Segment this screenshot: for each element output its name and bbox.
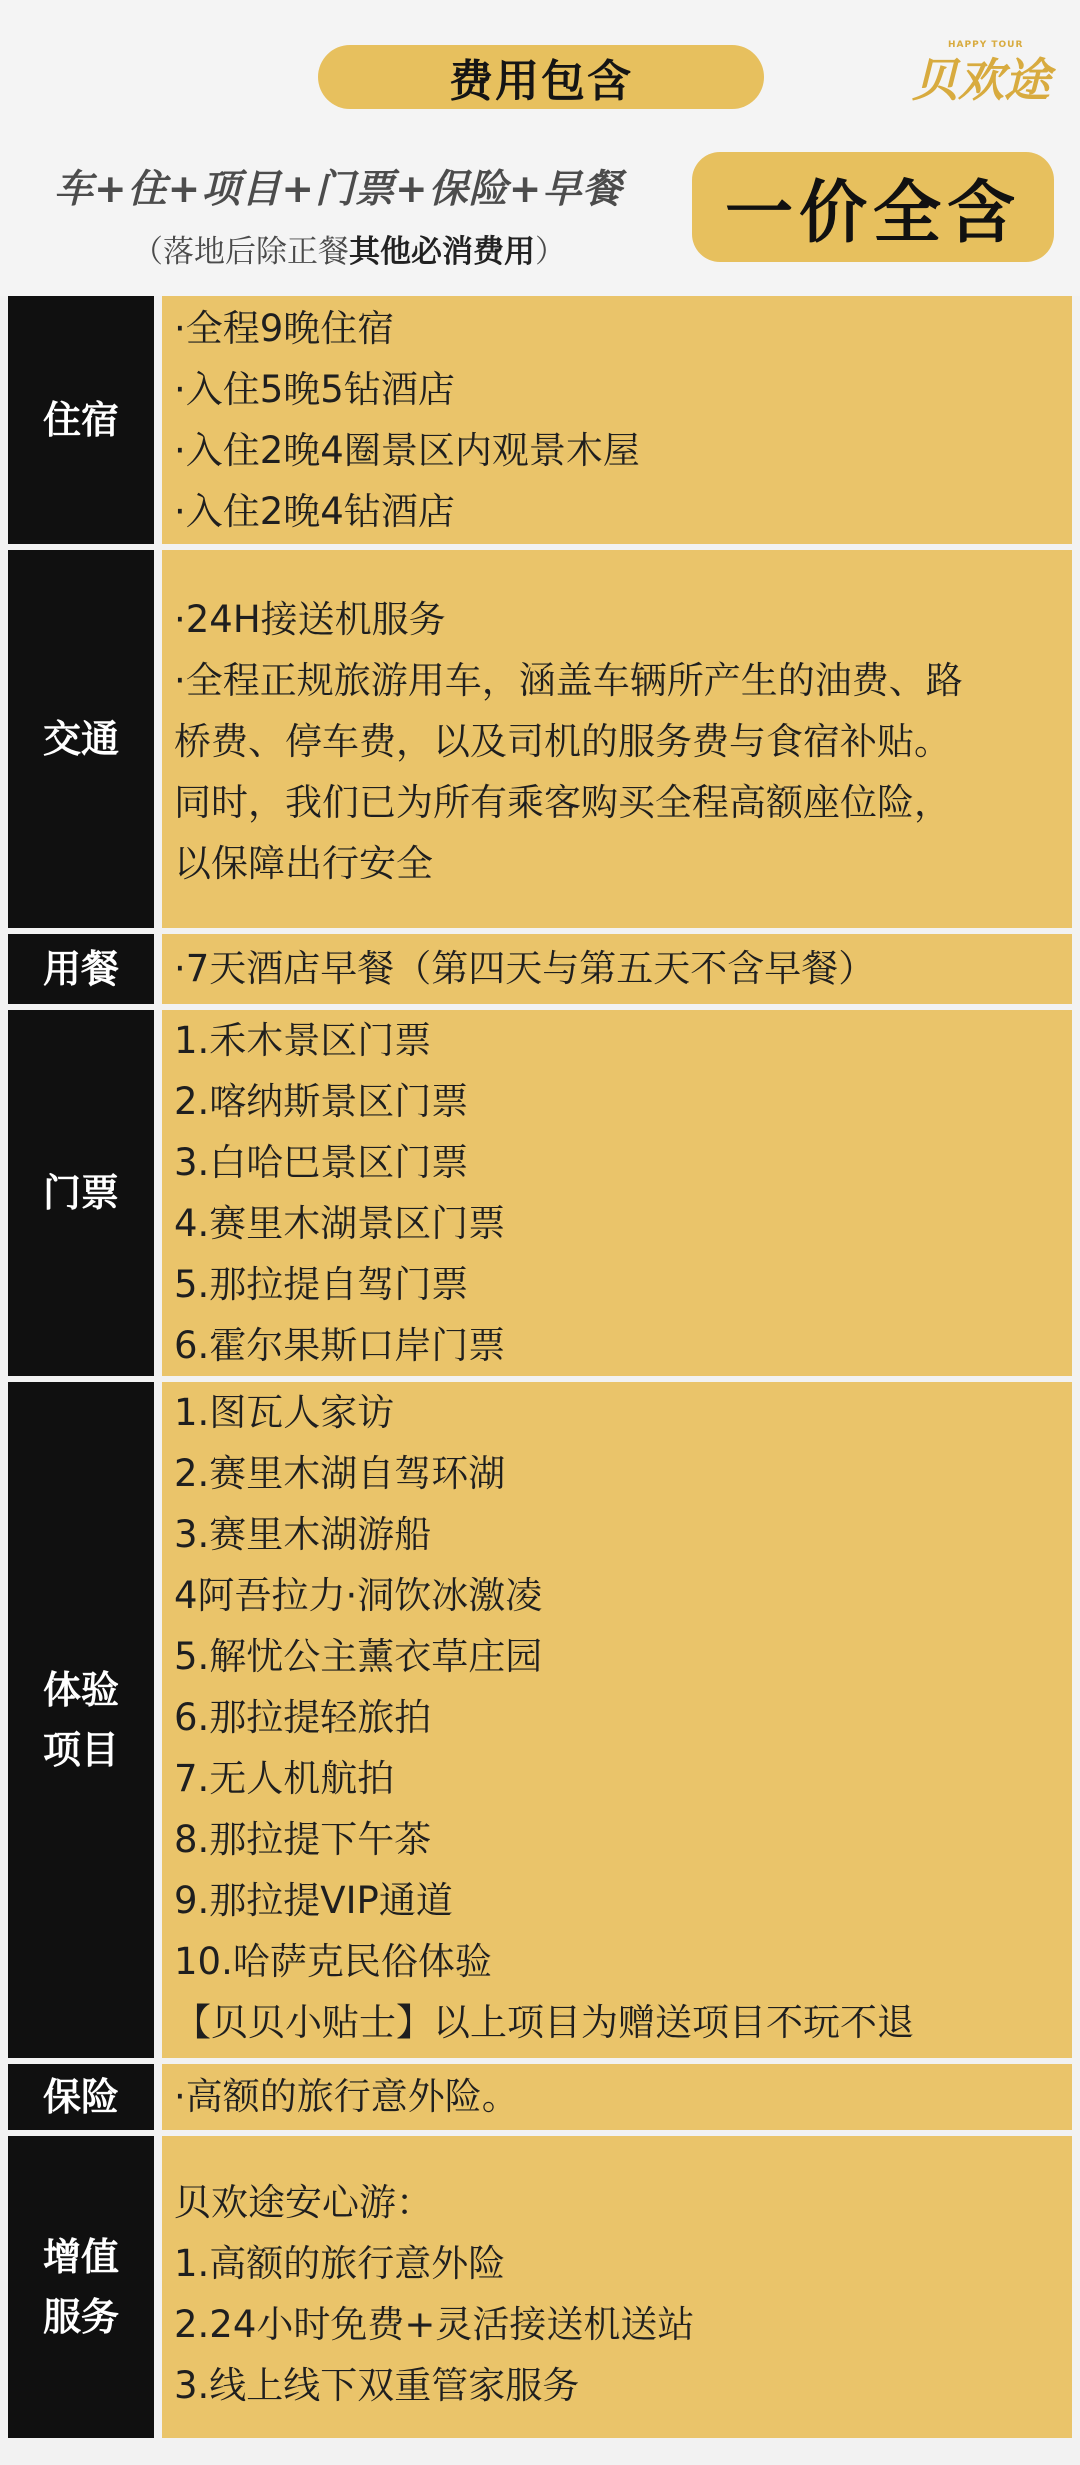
list-item: 1.禾木景区门票 (174, 1019, 432, 1062)
list-item: 1.图瓦人家访 (174, 1391, 395, 1434)
row-tickets (8, 1010, 1072, 1376)
row-content (162, 2136, 1072, 2438)
list-item: 8.那拉提下午茶 (174, 1818, 432, 1861)
row-label: 门票 (8, 1010, 154, 1376)
row-label: 交通 (8, 550, 154, 928)
row-content (162, 1010, 1072, 1376)
list-item: 4.赛里木湖景区门票 (174, 1202, 506, 1245)
header (0, 0, 1080, 296)
list-item: ·入住2晚4圈景区内观景木屋 (174, 429, 640, 472)
row-content (162, 550, 1072, 928)
logo-wordmark: 贝欢途 (912, 53, 1050, 107)
list-item: 3.线上线下双重管家服务 (174, 2364, 580, 2407)
row-insurance (8, 2064, 1072, 2130)
list-item: 3.白哈巴景区门票 (174, 1141, 469, 1184)
list-item: 2.24小时免费+灵活接送机送站 (174, 2303, 695, 2346)
exclusion-note (132, 226, 566, 271)
list-item: 2.喀纳斯景区门票 (174, 1080, 469, 1123)
list-item: 2.赛里木湖自驾环湖 (174, 1452, 506, 1495)
list-item: 1.高额的旅行意外险 (174, 2242, 506, 2285)
list-item: ·入住5晚5钻酒店 (174, 368, 455, 411)
row-value-added (8, 2136, 1072, 2438)
list-item: 5.那拉提自驾门票 (174, 1263, 469, 1306)
tip-note: 【贝贝小贴士】以上项目为赠送项目不玩不退 (174, 2001, 914, 2044)
list-item: ·全程正规旅游用车，涵盖车辆所产生的油费、路 (174, 659, 963, 702)
row-transport (8, 550, 1072, 928)
row-label: 住宿 (8, 296, 154, 544)
row-experience (8, 1382, 1072, 2058)
row-content (162, 934, 1072, 1004)
row-content (162, 2064, 1072, 2130)
list-item: ·全程9晚住宿 (174, 307, 395, 350)
list-item: 6.霍尔果斯口岸门票 (174, 1324, 506, 1367)
list-item: 9.那拉提VIP通道 (174, 1879, 453, 1922)
logo-tagline: HAPPY TOUR (948, 40, 1024, 50)
row-meals (8, 934, 1072, 1004)
note-suffix: ） (535, 234, 566, 270)
list-item: 4阿吾拉力·洞饮冰激凌 (174, 1574, 543, 1617)
list-item: ·入住2晚4钻酒店 (174, 490, 455, 533)
list-item: 3.赛里木湖游船 (174, 1513, 432, 1556)
row-content (162, 296, 1072, 544)
row-label: 用餐 (8, 934, 154, 1004)
list-item: ·7天酒店早餐（第四天与第五天不含早餐） (174, 947, 876, 990)
list-item: 桥费、停车费，以及司机的服务费与食宿补贴。 (174, 720, 951, 763)
note-prefix: （落地后除正餐 (132, 234, 349, 270)
list-item: 10.哈萨克民俗体验 (174, 1940, 492, 1983)
list-item: 7.无人机航拍 (174, 1757, 395, 1800)
row-label: 增值 服务 (8, 2136, 154, 2438)
all-inclusive-badge: 一价全含 (692, 152, 1054, 262)
inclusion-summary: 车+住+项目+门票+保险+早餐 (54, 167, 623, 212)
list-item: 6.那拉提轻旅拍 (174, 1696, 432, 1739)
page-title: 费用包含 (318, 45, 764, 109)
list-item: 贝欢途安心游： (174, 2181, 433, 2224)
list-item: 同时，我们已为所有乘客购买全程高额座位险， (174, 781, 951, 824)
brand-logo (912, 34, 1052, 114)
list-item: 5.解忧公主薰衣草庄园 (174, 1635, 543, 1678)
list-item: 以保障出行安全 (174, 842, 433, 885)
note-bold: 其他必消费用 (349, 234, 535, 270)
row-content (162, 1382, 1072, 2058)
row-accommodation (8, 296, 1072, 544)
row-label: 保险 (8, 2064, 154, 2130)
list-item: ·高额的旅行意外险。 (174, 2075, 519, 2118)
row-label: 体验 项目 (8, 1382, 154, 2058)
list-item: ·24H接送机服务 (174, 598, 446, 641)
